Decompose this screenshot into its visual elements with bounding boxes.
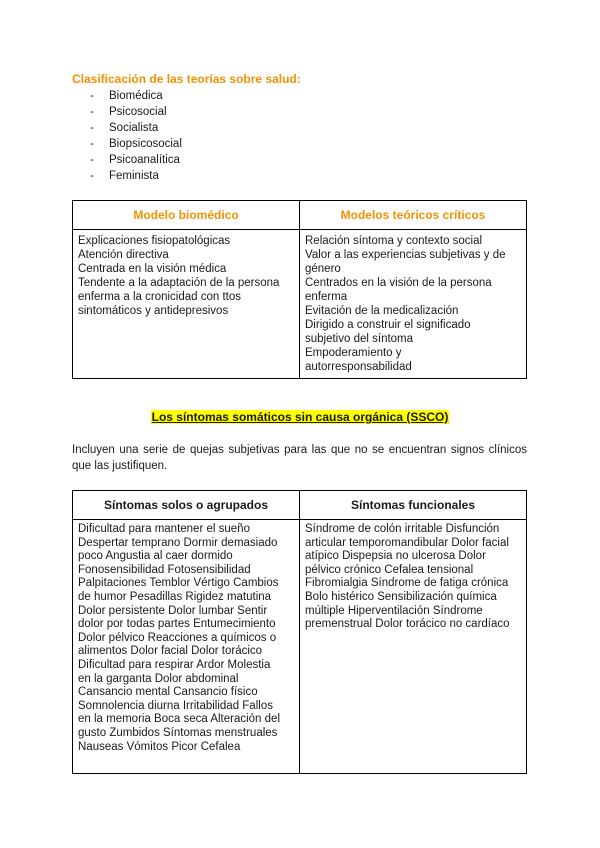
cell-line: Bolo histérico Sensibilización química [305, 590, 497, 603]
cell-line: sintomáticos y antidepresivos [78, 305, 229, 317]
list-item [90, 136, 182, 152]
cell-line: alimentos Dolor facial Dolor torácico [78, 645, 263, 658]
cell-line: Dolor persistente Dolor lumbar Sentir [78, 604, 268, 617]
critical-models-cell [300, 230, 527, 379]
list-item-text: Biomédica [109, 90, 163, 102]
list-item [90, 152, 182, 168]
table-row [73, 230, 527, 379]
cell-line: Cansancio mental Cansancio físico [78, 686, 258, 699]
list-item-text: Socialista [109, 122, 159, 134]
cell-line: Centrada en la visión médica [78, 263, 227, 275]
cell-line: enferma a la cronicidad con ttos [78, 291, 242, 303]
bullet-dash: - [90, 154, 94, 166]
cell-line: Centrados en la visión de la persona [305, 277, 492, 289]
theories-list [90, 88, 182, 184]
bullet-dash: - [90, 106, 94, 118]
biomedical-model-cell [73, 230, 300, 379]
cell-line: pélvico crónico Cefalea tensional [305, 563, 474, 576]
cell-line: Dirigido a construir el significado [305, 319, 471, 331]
cell-line: Nauseas Vómitos Picor Cefalea [78, 740, 241, 753]
symptoms-table [72, 490, 527, 774]
list-item [90, 104, 182, 120]
cell-line: Valor a las experiencias subjetivas y de [305, 249, 506, 261]
cell-line: Evitación de la medicalización [305, 305, 459, 317]
cell-line: en la garganta Dolor abdominal [78, 672, 239, 685]
cell-line: Dolor pélvico Reacciones a químicos o [78, 631, 277, 644]
list-item-text: Feminista [109, 170, 159, 182]
list-item-text: Psicoanalítica [109, 154, 180, 166]
ssco-intro-paragraph: Incluyen una serie de quejas subjetivas para las que no se encuentran signos clínicos que las justifiquen. [72, 444, 527, 472]
table-header-row [73, 491, 527, 520]
cell-line: Dificultad para respirar Ardor Molestia [78, 658, 271, 671]
cell-line: dolor por todas partes Entumecimiento [78, 618, 276, 631]
bullet-dash: - [90, 138, 94, 150]
cell-line: Palpitaciones Temblor Vértigo Cambios [78, 577, 279, 590]
cell-line: Atención directiva [78, 249, 169, 261]
cell-line: Síndrome de colón irritable Disfunción [305, 523, 500, 535]
cell-line: premenstrual Dolor torácico no cardíaco [305, 618, 510, 631]
cell-line: múltiple Hiperventilación Síndrome [305, 604, 483, 617]
list-item-text: Biopsicosocial [109, 138, 182, 150]
ssco-section-title [0, 410, 600, 424]
cell-line: Fibromialgia Síndrome de fatiga crónica [305, 577, 509, 590]
cell-line: autorresponsabilidad [305, 361, 412, 373]
cell-line: atípico Dispepsia no ulcerosa Dolor [305, 550, 486, 563]
cell-line: Tendente a la adaptación de la persona [78, 277, 280, 289]
grouped-symptoms-header: Síntomas solos o agrupados [73, 491, 300, 520]
cell-line: género [305, 263, 341, 275]
bullet-dash: - [90, 170, 94, 182]
cell-line: en la memoria Boca seca Alteración del [78, 713, 280, 726]
ssco-title-text: Los síntomas somáticos sin causa orgánica (SSCO) [151, 410, 449, 424]
cell-line: subjetivo del síntoma [305, 333, 414, 345]
cell-line: articular temporomandibular Dolor facial [305, 536, 509, 549]
functional-symptoms-cell [300, 520, 527, 774]
cell-line: de humor Pesadillas Rigidez matutina [78, 590, 272, 603]
list-item [90, 168, 182, 184]
bullet-dash: - [90, 122, 94, 134]
cell-line: gusto Zumbidos Síntomas menstruales [78, 726, 278, 739]
list-item [90, 120, 182, 136]
models-table [72, 200, 527, 379]
list-item-text: Psicosocial [109, 106, 167, 118]
grouped-symptoms-cell [73, 520, 300, 774]
cell-line: Dificultad para mantener el sueño [78, 523, 250, 535]
cell-line: Relación síntoma y contexto social [305, 235, 483, 247]
biomedical-model-header: Modelo biomédico [73, 201, 300, 230]
cell-line: Explicaciones fisiopatológicas [78, 235, 231, 247]
cell-line: enferma [305, 291, 348, 303]
cell-line: Fonosensibilidad Fotosensibilidad [78, 563, 251, 576]
cell-line: poco Angustia al caer dormido [78, 550, 233, 563]
table-row [73, 520, 527, 774]
table-header-row [73, 201, 527, 230]
cell-line: Empoderamiento y [305, 347, 402, 359]
bullet-dash: - [90, 90, 94, 102]
functional-symptoms-header: Síntomas funcionales [300, 491, 527, 520]
cell-line: Somnolencia diurna Irritabilidad Fallos [78, 699, 273, 712]
list-item [90, 88, 182, 104]
theories-heading: Clasificación de las teorías sobre salud: [72, 72, 301, 86]
critical-models-header: Modelos teóricos críticos [300, 201, 527, 230]
cell-line: Despertar temprano Dormir demasiado [78, 536, 278, 549]
